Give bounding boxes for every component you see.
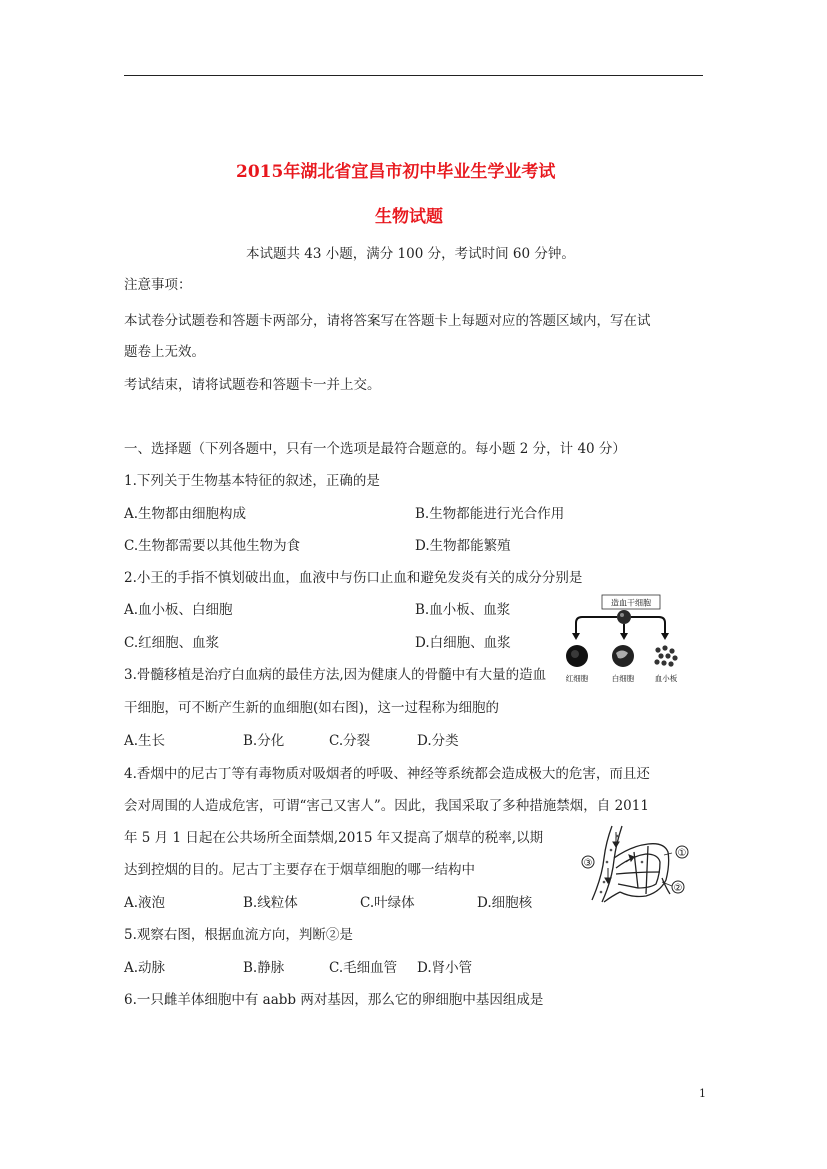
arrow-to-red-cell	[576, 617, 617, 635]
q4-stem-line-3: 年 5 月 1 日起在公共场所全面禁烟,2015 年又提高了烟草的税率,以期	[124, 830, 544, 846]
arrow-to-platelet	[631, 617, 665, 635]
q5-stem: 5.观察右图，根据血流方向，判断②是	[124, 927, 353, 943]
q3-option-c: C.分裂	[329, 733, 371, 749]
blood-cell-differentiation-figure	[562, 590, 700, 688]
platelets	[654, 645, 677, 666]
q1-stem: 1.下列关于生物基本特征的叙述，正确的是	[124, 473, 380, 489]
q4-stem-line-4: 达到控烟的目的。尼古丁主要存在于烟草细胞的哪一结构中	[124, 862, 475, 878]
q3-stem-line-2: 干细胞，可不断产生新的血细胞(如右图)，这一过程称为细胞的	[124, 700, 500, 716]
q2-option-d: D.白细胞、血浆	[415, 635, 511, 651]
blood-vessel-figure	[576, 822, 696, 904]
platelet-label: 血小板	[654, 674, 678, 683]
exam-title: 2015年湖北省宜昌市初中毕业生学业考试	[236, 162, 556, 182]
q3-option-b: B.分化	[243, 733, 285, 749]
q6-stem: 6.一只雌羊体细胞中有 aabb 两对基因，那么它的卵细胞中基因组成是	[124, 992, 544, 1008]
q5-option-b: B.静脉	[243, 960, 285, 976]
q3-option-a: A.生长	[124, 733, 166, 749]
stem-cell	[617, 610, 631, 624]
header-rule	[124, 75, 703, 76]
vessel-label-2: ②	[673, 883, 683, 894]
q2-stem: 2.小王的手指不慎划破出血，血液中与伤口止血和避免发炎有关的成分分别是	[124, 570, 583, 586]
q1-option-c: C.生物都需要以其他生物为食	[124, 538, 301, 554]
q5-option-c: C.毛细血管	[329, 960, 398, 976]
q3-stem-line-1: 3.骨髓移植是治疗白血病的最佳方法,因为健康人的骨髓中有大量的造血	[124, 667, 547, 683]
exam-info: 本试题共 43 小题，满分 100 分，考试时间 60 分钟。	[246, 246, 575, 262]
q4-option-d: D.细胞核	[477, 895, 533, 911]
q5-option-a: A.动脉	[124, 960, 166, 976]
vessel-label-3: ③	[583, 858, 593, 869]
q4-stem-line-1: 4.香烟中的尼古丁等有毒物质对吸烟者的呼吸、神经等系统都会造成极大的危害，而且还	[124, 766, 650, 782]
q2-option-a: A.血小板、白细胞	[124, 602, 233, 618]
white-cell-label: 白细胞	[611, 674, 635, 683]
q4-option-a: A.液泡	[124, 895, 166, 911]
q2-option-b: B.血小板、血浆	[415, 602, 511, 618]
q2-option-c: C.红细胞、血浆	[124, 635, 220, 651]
q1-option-d: D.生物都能繁殖	[415, 538, 511, 554]
exam-subtitle: 生物试题	[375, 207, 443, 227]
page-number: 1	[699, 1087, 706, 1100]
notes-line-1a: 本试卷分试题卷和答题卡两部分，请将答案写在答题卡上每题对应的答题区域内，写在试	[124, 313, 651, 329]
section-1-heading: 一、选择题（下列各题中，只有一个选项是最符合题意的。每小题 2 分，计 40 分）	[124, 441, 626, 457]
q4-option-b: B.线粒体	[243, 895, 298, 911]
notes-line-2: 考试结束，请将试题卷和答题卡一并上交。	[124, 377, 381, 393]
q4-option-c: C.叶绿体	[360, 895, 415, 911]
q3-option-d: D.分类	[417, 733, 459, 749]
q5-option-d: D.肾小管	[417, 960, 473, 976]
q4-stem-line-2: 会对周围的人造成危害，可谓“害己又害人”。因此，我国采取了多种措施禁烟，自 2011	[124, 798, 649, 814]
stem-cell-label: 造血干细胞	[611, 598, 651, 608]
notes-heading: 注意事项：	[124, 277, 192, 293]
red-cell-label: 红细胞	[565, 674, 589, 683]
q1-option-a: A.生物都由细胞构成	[124, 506, 247, 522]
notes-line-1b: 题卷上无效。	[124, 344, 205, 360]
q1-option-b: B.生物都能进行光合作用	[415, 506, 565, 522]
vessel-label-1: ①	[677, 848, 687, 859]
